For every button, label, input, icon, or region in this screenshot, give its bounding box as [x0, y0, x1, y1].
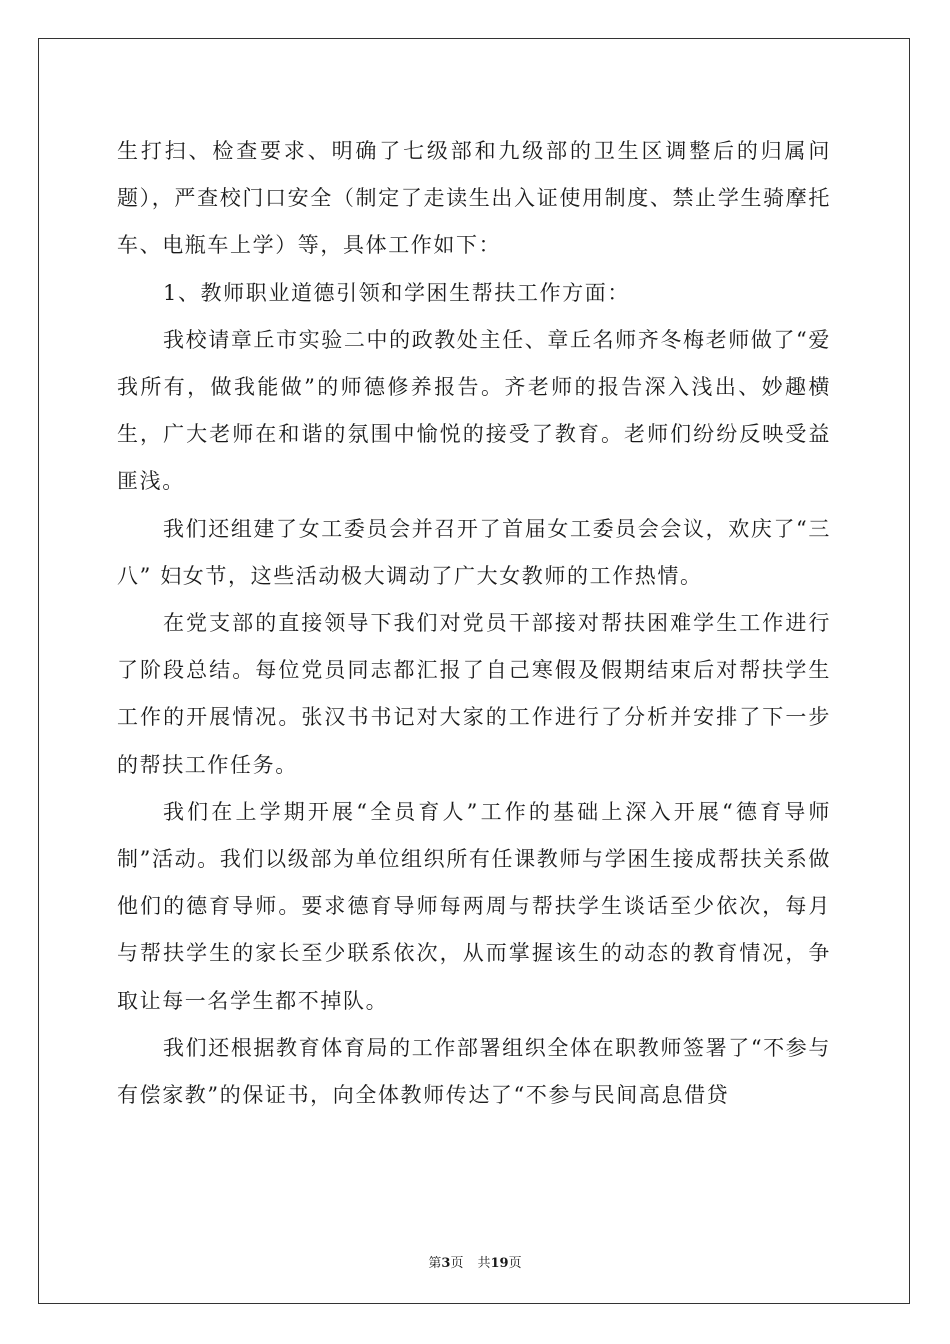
document-body — [117, 128, 831, 1119]
paragraph-4: 我们还组建了女工委员会并召开了首届女工委员会会议，欢庆了“三八” 妇女节，这些活动极大调动了广大女教师的工作热情。 — [117, 516, 831, 588]
total-prefix: 共 — [477, 1256, 491, 1271]
page-suffix: 页 — [450, 1256, 464, 1271]
paragraph-7: 我们还根据教育体育局的工作部署组织全体在职教师签署了“不参与有偿家教”的保证书，向全体教师传达了“不参与民间高息借贷 — [117, 1035, 831, 1108]
paragraph-3: 我校请章丘市实验二中的政教处主任、章丘名师齐冬梅老师做了“爱我所有，做我能做”的师德修养报告。齐老师的报告深入浅出、妙趣横生，广大老师在和谐的氛围中愉悦的接受了教育。老师们纷纷反映受益匪浅。 — [117, 327, 831, 494]
page-footer — [0, 1252, 950, 1271]
page-current: 3 — [441, 1256, 451, 1271]
paragraph-5: 在党支部的直接领导下我们对党员干部接对帮扶困难学生工作进行了阶段总结。每位党员同志都汇报了自己寒假及假期结束后对帮扶学生工作的开展情况。张汉书书记对大家的工作进行了分析并安排了下一步的帮扶工作任务。 — [117, 611, 831, 777]
page-total: 19 — [490, 1256, 509, 1271]
page-prefix: 第 — [428, 1256, 442, 1271]
total-suffix: 页 — [508, 1256, 522, 1271]
paragraph-2-heading: 1、教师职业道德引领和学困生帮扶工作方面： — [163, 280, 630, 305]
paragraph-1: 生打扫、检查要求、明确了七级部和九级部的卫生区调整后的归属问题），严查校门口安全（制定了走读生出入证使用制度、禁止学生骑摩托车、电瓶车上学）等，具体工作如下： — [117, 139, 831, 258]
paragraph-6: 我们在上学期开展“全员育人”工作的基础上深入开展“德育导师制”活动。我们以级部为单位组织所有任课教师与学困生接成帮扶关系做他们的德育导师。要求德育导师每两周与帮扶学生谈话至少依次，每月与帮扶学生的家长至少联系依次，从而掌握该生的动态的教育情况，争取让每一名学生都不掉队。 — [117, 799, 831, 1013]
